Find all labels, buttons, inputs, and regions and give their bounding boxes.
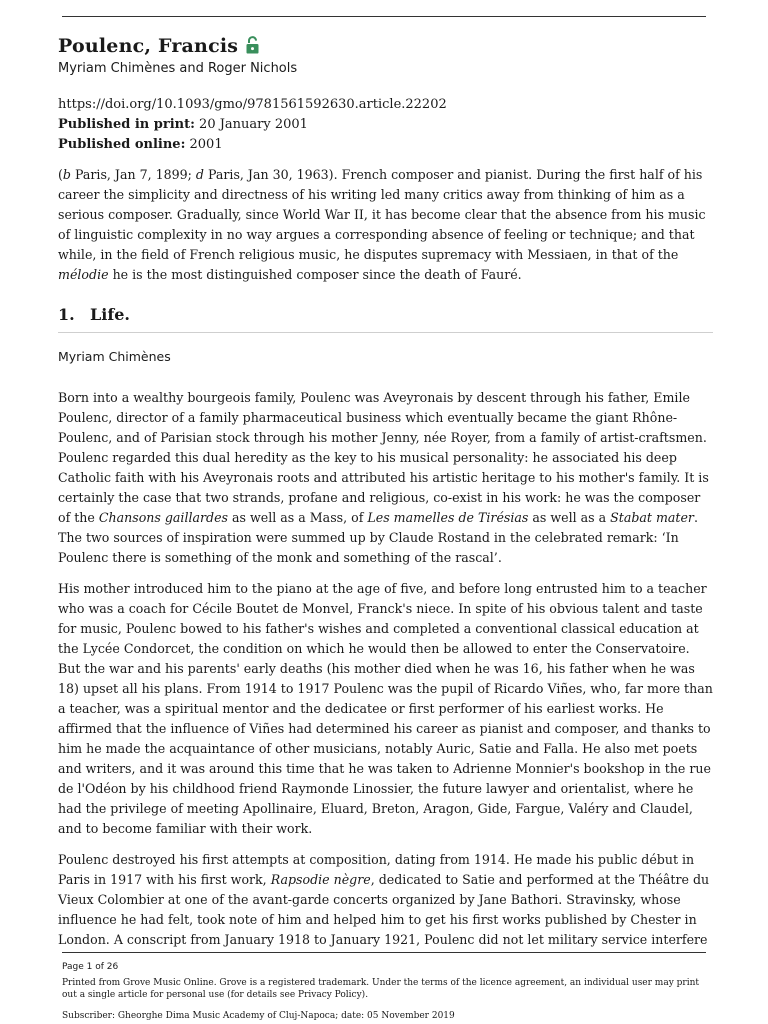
body-paragraph: Born into a wealthy bourgeois family, Poulenc was Aveyronais by descent through his father, Emile Poulenc, director of a family pharmaceutical business which eventually became the giant Rhône-Poulenc, and of Parisian stock through his mother Jenny, née Royer, from a family of artist-craftsmen. Poulenc regarded this dual heredity as the key to his musical personality: he associated his deep Catholic faith with his Aveyronais roots and attributed his artistic heritage to his mother's family. It is certainly the case that two strands, profane and religious, co-exist in his work: he was the composer of the Chansons gaillardes as well as a Mass, of Les mamelles de Tirésias as well as a Stabat mater. The two sources of inspiration were summed up by Claude Rostand in the celebrated remark: ‘In Poulenc there is something of the monk and something of the rascal’. [58, 390, 709, 565]
page-number: Page 1 of 26 [62, 962, 119, 972]
published-print [58, 115, 447, 135]
footer-rule [62, 952, 706, 953]
italic-text: Stabat mater [610, 510, 694, 525]
body-paragraph: His mother introduced him to the piano at the age of five, and before long entrusted him to a teacher who was a coach for Cécile Boutet de Monvel, Franck's niece. In spite of his obvious talent and taste for music, Poulenc bowed to his father's wishes and completed a conventional classical education at the Lycée Condorcet, the condition on which he would then be allowed to enter the Conservatoire. But the war and his parents' early deaths (his mother died when he was 16, his father when he was 18) upset all his plans. From 1914 to 1917 Poulenc was the pupil of Ricardo Viñes, who, far more than a teacher, was a spiritual mentor and the dedicatee or first performer of his earliest works. He affirmed that the influence of Viñes had determined his career as pianist and composer, and thanks to him he made the acquaintance of other musicians, notably Auric, Satie and Falla. He also met poets and writers, and it was around this time that he was taken to Adrienne Monnier's bookshop in the rue de l'Odéon by his childhood friend Raymonde Linossier, the future lawyer and orientalist, where he had the privilege of meeting Apollinaire, Eluard, Breton, Aragon, Gide, Fargue, Valéry and Claudel, and to become familiar with their work. [58, 581, 713, 836]
page-footer [62, 952, 706, 1022]
body-paragraph: Poulenc destroyed his first attempts at composition, dating from 1914. He made his public début in Paris in 1917 with his first work, Rapsodie nègre, dedicated to Satie and performed at the Théâtre du Vieux Colombier at one of the avant-garde concerts organized by Jane Bathori. Stravinsky, whose influence he had felt, took note of him and helped him to get his first works published by Chester in London. A conscript from January 1918 to January 1921, Poulenc did not let military service interfere [58, 852, 710, 947]
intro-paragraph: (b Paris, Jan 7, 1899; d Paris, Jan 30, 1963). French composer and pianist. During the first half of his career the simplicity and directness of his writing led many critics away from thinking of him as a serious composer. Gradually, since World War II, it has become clear that the absence from his music of linguistic complexity in no way argues a corresponding absence of feeling or technique; and that while, in the field of French religious music, he disputes supremacy with Messiaen, in that of the mélodie he is the most distinguished composer since the death of Fauré. [58, 167, 706, 282]
article-title: Poulenc, Francis [58, 35, 239, 57]
article-body [58, 165, 713, 961]
online-date: 2001 [189, 137, 223, 152]
online-label: Published online: [58, 137, 186, 152]
section-rule [58, 332, 713, 333]
print-notice: Printed from Grove Music Online. Grove is a registered trademark. Under the terms of the licence agreement, an individual user may print out a single article for personal use (for details see Privacy Policy). [62, 978, 700, 1000]
italic-text: Les mamelles de Tirésias [367, 510, 529, 525]
italic-text: Rapsodie nègre [270, 872, 371, 887]
italic-text: b [62, 167, 71, 182]
subscriber-line: Subscriber: Gheorghe Dima Music Academy of Cluj-Napoca; date: 05 November 2019 [62, 1011, 455, 1021]
italic-text: Chansons gaillardes [98, 510, 229, 525]
article-title-line [58, 35, 259, 59]
open-access-lock-icon [246, 36, 259, 59]
publication-meta [58, 95, 447, 155]
header-rule [62, 16, 706, 17]
italic-text: mélodie [58, 267, 109, 282]
print-date: 20 January 2001 [199, 117, 308, 132]
doi-link[interactable]: https://doi.org/10.1093/gmo/9781561592630.article.22202 [58, 97, 447, 112]
section-title: Life. [90, 305, 130, 324]
section-author: Myriam Chimènes [58, 349, 171, 364]
article-authors: Myriam Chimènes and Roger Nichols [58, 61, 298, 76]
section-number: 1. [58, 305, 75, 324]
print-label: Published in print: [58, 117, 195, 132]
published-online [58, 135, 447, 155]
section-heading [58, 304, 713, 326]
italic-text: d [195, 167, 204, 182]
